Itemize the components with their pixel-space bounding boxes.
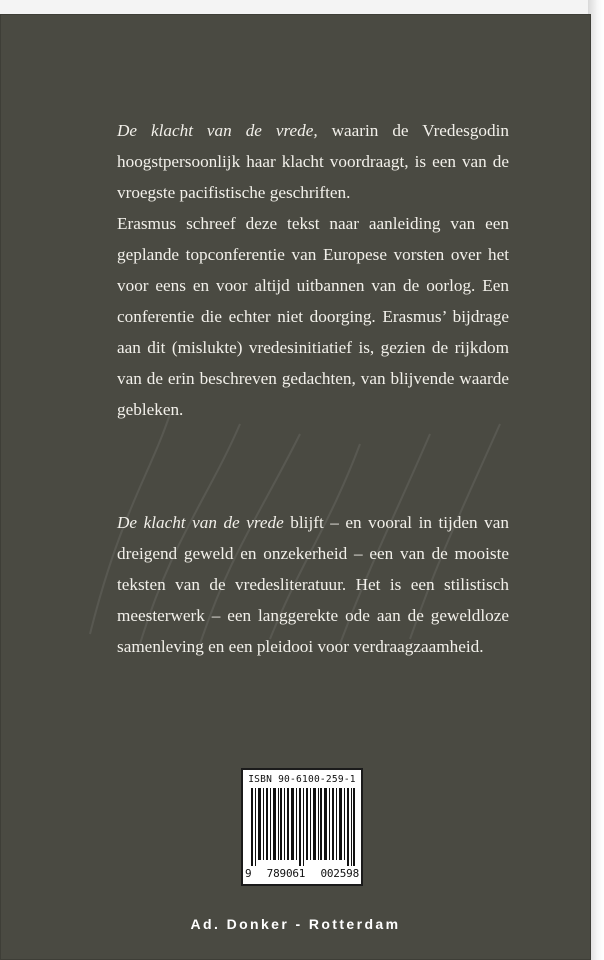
book-title-italic: De klacht van de vrede, (117, 121, 318, 140)
isbn-barcode (241, 768, 363, 886)
book-title-italic-2: De klacht van de vrede (117, 513, 284, 532)
blurb-paragraph-1 (117, 115, 509, 208)
blurb-paragraph-1-text: waarin de Vredesgodin hoogstpersoonlijk haar klacht voordraagt, is een van de vroegste pacifistische geschriften. (117, 121, 509, 202)
blurb-section-1 (117, 115, 509, 425)
ean-left-group: 789061 (266, 867, 306, 880)
barcode-icon (251, 788, 355, 866)
blurb-paragraph-2: Erasmus schreef deze tekst naar aanleiding van een geplande topconferentie van Europese vorsten over het voor eens en voor altijd uitbannen van de oorlog. Een conferentie die echter niet doorging. Erasmus’ bijdrage aan dit (mislukte) vredesinitiatief is, gezien de rijkdom van de erin beschreven gedachten, van blijvende waarde gebleken. (117, 214, 509, 419)
ean-first-digit: 9 (245, 867, 252, 880)
blurb-section-2 (117, 507, 509, 662)
ean-right-group: 002598 (320, 867, 359, 880)
isbn-label: ISBN 90-6100-259-1 (248, 774, 356, 785)
publisher-name: Ad. Donker - Rotterdam (190, 916, 401, 932)
blurb-paragraph-3 (117, 507, 509, 662)
book-back-cover (0, 14, 591, 960)
ean-digits (245, 867, 359, 880)
blurb-paragraph-3-text: blijft – en vooral in tijden van dreigend geweld en onzekerheid – een van de mooiste teksten van de vredesliteratuur. Het is een stilistisch meesterwerk – een langgerekte ode aan de geweldloze samenleving en een pleidooi voor verdraagzaamheid. (117, 513, 509, 656)
